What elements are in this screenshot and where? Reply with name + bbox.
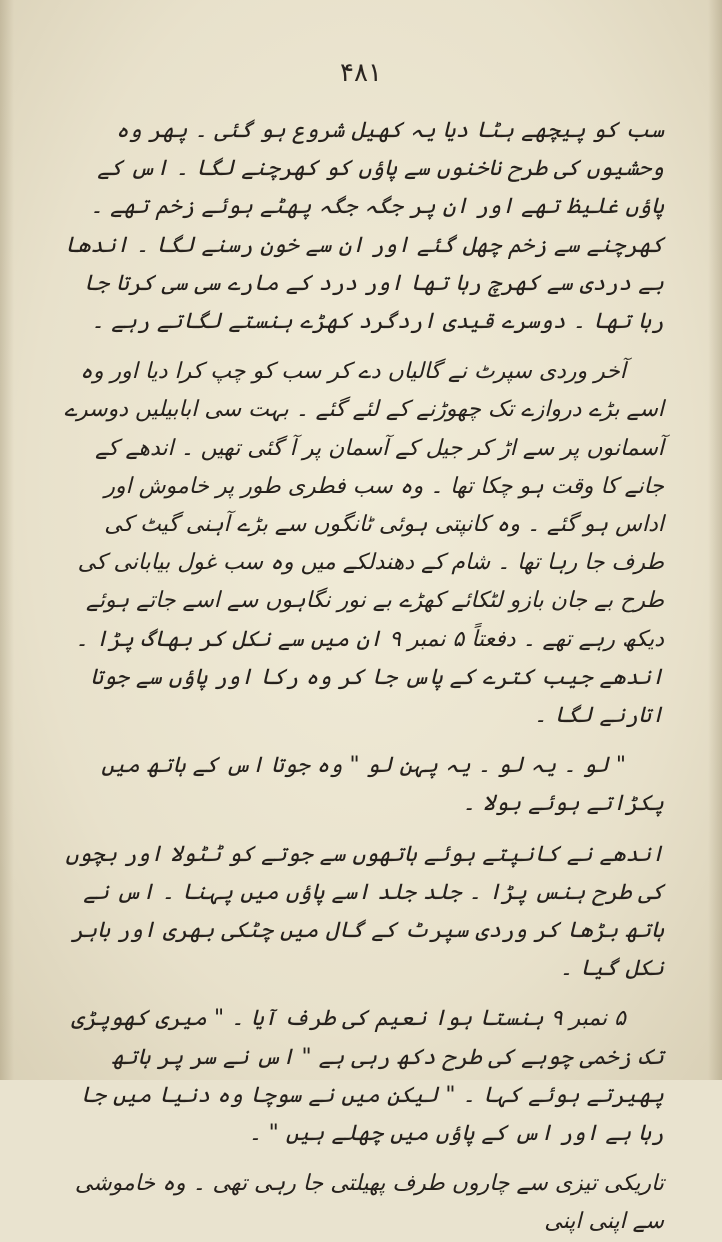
paragraph-1: سب کو پیچھے ہٹا دیا یہ کھیل شروع ہو گئی ۔ پھر وہ وحشیوں کی طرح ناخنوں سے پاؤں کو کھرچنے لگا ۔ اس کے پاؤں غلیظ تھے اور ان پر جگہ جگہ پھٹے ہوئے زخم تھے ۔ کھرچنے سے زخم چھل گئے اور ان سے خون رسنے لگا ۔ اندھا بے دردی سے کھرچ رہا تھا اور درد کے مارے سی سی کرتا جا رہا تھا ۔ دوسرے قیدی اردگرد کھڑے ہنستے لگاتے رہے ۔ — [64, 118, 664, 335]
paragraph-6: تاریکی تیزی سے چاروں طرف پھیلتی جا رہی تھی ۔ وہ خاموشی سے اپنی اپنی — [74, 1171, 664, 1235]
paragraph-2: آخر وردی سپرٹ نے گالیاں دے کر سب کو چپ کرا دیا اور وہ اسے بڑے دروازے تک چھوڑنے کے لئے گئے ۔ بہت سی ابابیلیں دوسرے آسمانوں پر سے اڑ کر جیل کے آسمان پر آ گئی تھیں ۔ اندھے کے جانے کا وقت ہو چکا تھا ۔ وہ سب فطری طور پر خاموش اور اداس ہو گئے ۔ وہ کانپتی ہوئی ٹانگوں سے بڑے آہنی گیٹ کی طرف جا رہا تھا ۔ شام کے دھندلکے میں وہ سب غول بیابانی کی طرح بے جان بازو لٹکائے کھڑے بے نور نگاہوں سے اسے جاتے ہوئے دیکھ رہے تھے ۔ دفعتاً ۵ نمبر ۹ ان میں سے نکل کر بھاگ پڑا ۔ اندھے جیب کترے کے پاس جا کر وہ رکا اور پاؤں سے جوتا اتارنے لگا ۔ — [64, 359, 664, 729]
page-number: ۴۸۱ — [340, 58, 382, 88]
paragraph-3: " لو ۔ یہ لو ۔ یہ پہن لو " وہ جوتا اس کے ہاتھ میں پکڑاتے ہوئے بولا ۔ — [101, 753, 664, 817]
paragraph-4: اندھے نے کانپتے ہوئے ہاتھوں سے جوتے کو ٹٹولا اور بچوں کی طرح ہنس پڑا ۔ جلد جلد اسے پاؤں میں پہنا ۔ اس نے ہاتھ بڑھا کر وردی سپرٹ کے گال میں چٹکی بھری اور باہر نکل گیا ۔ — [65, 841, 664, 982]
page-edge-shadow-left — [0, 0, 14, 1080]
page-edge-shadow-right — [708, 0, 722, 1080]
body-text — [64, 112, 664, 1235]
paragraph-5: ۵ نمبر ۹ ہنستا ہوا نعیم کی طرف آیا ۔ " میری کھوپڑی تک زخمی چوہے کی طرح دکھ رہی ہے " اس نے سر پر ہاتھ پھیرتے ہوئے کہا ۔ " لیکن میں نے سوچا وہ دنیا میں جا رہا ہے اور اس کے پاؤں میں چھلے ہیں " ۔ — [71, 1006, 664, 1147]
